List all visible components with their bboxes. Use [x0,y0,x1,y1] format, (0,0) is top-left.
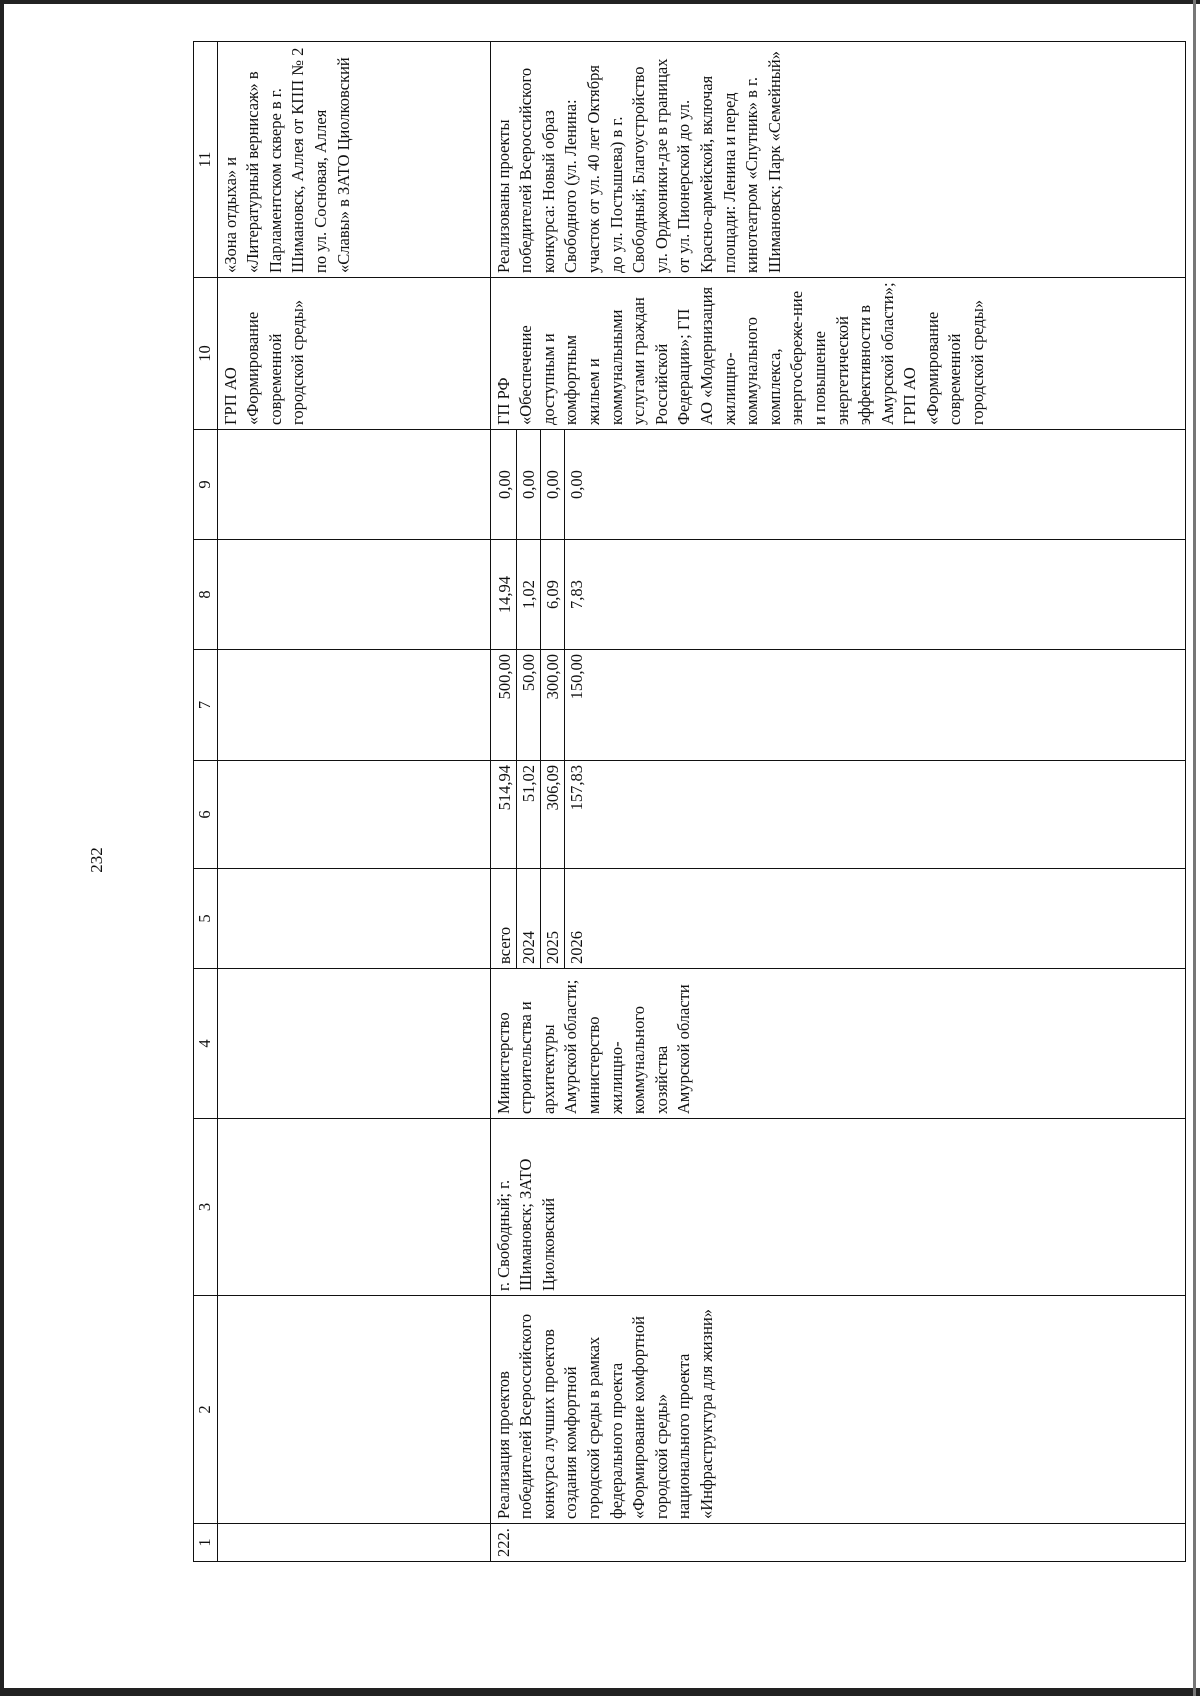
col9-value: 0,00 [493,430,517,539]
row-number: 222. [490,1524,1185,1562]
col8-value: 7,83 [566,580,586,609]
row-location: г. Свободный; г. Шимановск; ЗАТО Циолковский [490,1119,1185,1296]
row-executors: Министерство строительства и архитектуры Амурской области; министерство жилищно-коммунального хозяйства Амурской области [490,969,1185,1119]
rotated-table-wrapper [193,42,1178,1562]
col-header-11: 11 [194,42,218,278]
row-name: Реализация проектов победителей Всероссийского конкурса лучших проектов создания комфортной городской среды в рамках федерального проекта «Формирование комфортной городской среды» национального проекта «Инфраструктура для жизни» [490,1296,1185,1524]
col7-value: 50,00 [517,650,541,760]
col9-value: 0,00 [541,430,565,539]
prev-row-programs: ГРП АО «Формирование современной городской среды» [217,278,490,430]
row-col6-values [490,761,1185,869]
year-2025: 2025 [541,869,565,968]
year-total: всего [493,869,517,968]
row-programs: ГП РФ «Обеспечение доступным и комфортным жильем и коммунальными услугами граждан Российской Федерации»; ГП АО «Модернизация жилищно-коммунального комплекса, энергосбереже-ние и повышение энергетической эффективности в Амурской области»; ГРП АО «Формирование современной городской среды» [490,278,1185,430]
col8-value: 6,09 [541,540,565,649]
col-header-7: 7 [194,650,218,761]
col6-value: 306,09 [541,761,565,868]
scan-edge-left [0,0,4,1696]
col7-value: 300,00 [541,650,565,760]
row-col8-values [490,540,1185,650]
col-header-5: 5 [194,869,218,969]
row-col9-values [490,430,1185,540]
table-row-222 [490,42,1185,1562]
col-header-1: 1 [194,1524,218,1562]
col9-value: 0,00 [566,470,586,499]
prev-row-result: «Зона отдыха» и «Литературный вернисаж» в Парламентском сквере в г. Шимановск, Аллея от КПП № 2 по ул. Сосновая, Аллея «Славы» в ЗАТО Циолковский [217,42,490,278]
col-header-3: 3 [194,1119,218,1296]
page-number: 232 [87,847,106,873]
row-result: Реализованы проекты победителей Всероссийского конкурса: Новый образ Свободного (ул. Ленина: участок от ул. 40 лет Октября до ул. Постышева) в г. Свободный; Благоустройство ул. Орджоники-дзе в границах от ул. Пионерской до ул. Красно-армейской, включая площади: Ленина и перед кинотеатром «Спутник» в г. Шимановск; Парк «Семейный» [490,42,1185,278]
col6-value: 514,94 [493,761,517,868]
col7-value: 150,00 [566,654,586,700]
table-row-continuation [217,42,490,1562]
row-years [490,869,1185,969]
col8-value: 14,94 [493,540,517,649]
scan-edge-right [1193,0,1196,1696]
col8-value: 1,02 [517,540,541,649]
col7-value: 500,00 [493,650,517,760]
col6-value: 51,02 [517,761,541,868]
col-header-4: 4 [194,969,218,1119]
program-table [193,41,1186,1562]
col-header-10: 10 [194,278,218,430]
col-header-6: 6 [194,761,218,869]
scan-edge-bottom [0,1688,1200,1696]
col-header-9: 9 [194,430,218,540]
col-header-2: 2 [194,1296,218,1524]
year-2026: 2026 [566,931,586,964]
row-col7-values [490,650,1185,761]
header-row [194,42,218,1562]
col9-value: 0,00 [517,430,541,539]
col6-value: 157,83 [566,765,586,811]
col-header-8: 8 [194,540,218,650]
year-2024: 2024 [517,869,541,968]
scan-edge-top [0,0,1200,4]
